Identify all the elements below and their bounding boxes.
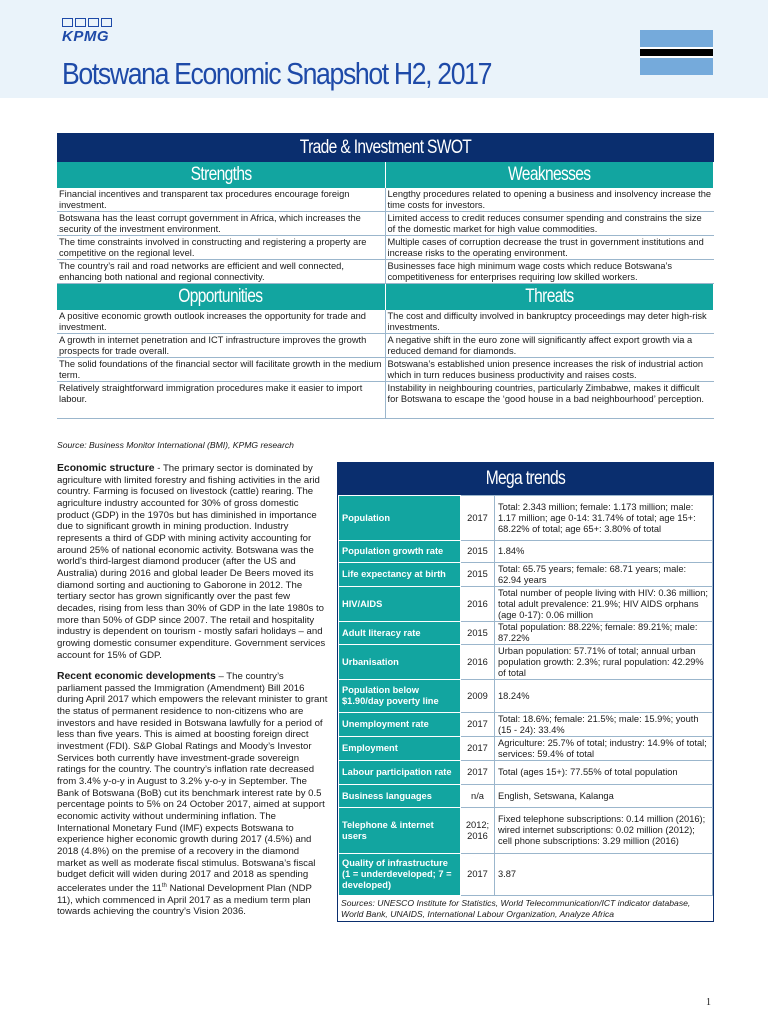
mega-trend-row (339, 808, 713, 854)
swot-row (57, 310, 714, 334)
economic-structure-heading: Economic structure (57, 463, 155, 474)
mega-trend-label: Labour participation rate (339, 761, 461, 785)
mega-trend-value: 18.24% (495, 680, 713, 713)
strengths-header: Strengths (57, 162, 386, 188)
mega-trend-label: Unemployment rate (339, 713, 461, 737)
mega-trend-row (339, 587, 713, 622)
swot-title: Trade & Investment SWOT (57, 133, 714, 162)
mega-trend-value: Total number of people living with HIV: 0.36 million; total adult prevalence: 21.9%; HIV AIDS orphans (age 0-17): 0.06 million (495, 587, 713, 622)
mega-trend-value: Total: 65.75 years; female: 68.71 years; male: 62.94 years (495, 563, 713, 587)
mega-trend-value: 1.84% (495, 541, 713, 563)
economic-structure-paragraph (57, 463, 329, 661)
threats-header: Threats (386, 284, 715, 310)
mega-trend-row (339, 645, 713, 680)
mega-trend-value: Total (ages 15+): 77.55% of total population (495, 761, 713, 785)
mega-trend-label: Business languages (339, 785, 461, 808)
mega-trend-value: Agriculture: 25.7% of total; industry: 14.9% of total; services: 59.4% of total (495, 737, 713, 761)
swot-table (57, 133, 714, 419)
page-number: 1 (706, 997, 711, 1008)
recent-developments-paragraph (57, 671, 329, 918)
swot-cell: Financial incentives and transparent tax procedures encourage foreign investment. (57, 188, 386, 211)
swot-row (57, 212, 714, 236)
swot-head-top (57, 162, 714, 188)
swot-cell: A negative shift in the euro zone will significantly affect export growth via a reduced demand for diamonds. (387, 335, 693, 357)
opportunities-header: Opportunities (57, 284, 386, 310)
mega-trend-row (339, 541, 713, 563)
mega-trends-table (338, 495, 713, 896)
mega-trend-year: 2017 (461, 713, 495, 737)
left-column (57, 463, 329, 928)
mega-trend-label: Population below $1.90/day poverty line (339, 680, 461, 713)
mega-trend-value: Urban population: 57.71% of total; annual urban population growth: 2.3%; rural population: 42.29% of total (495, 645, 713, 680)
mega-trend-row (339, 622, 713, 645)
mega-trend-year: 2015 (461, 563, 495, 587)
mega-trend-label: Telephone & internet users (339, 808, 461, 854)
swot-cell: Businesses face high minimum wage costs which reduce Botswana’s competitiveness for enterprises requiring low skilled workers. (387, 261, 673, 283)
mega-trend-label: Employment (339, 737, 461, 761)
swot-row (57, 188, 714, 212)
swot-source: Source: Business Monitor International (BMI), KPMG research (57, 440, 294, 450)
mega-trend-year: 2015 (461, 541, 495, 563)
swot-cell: The country’s rail and road networks are efficient and well connected, enhancing both national and regional connectivity. (57, 260, 386, 283)
swot-cell: A growth in internet penetration and ICT infrastructure improves the growth prospects for trade overall. (57, 334, 386, 357)
mega-trend-row (339, 761, 713, 785)
mega-trend-label: Population growth rate (339, 541, 461, 563)
swot-cell: Multiple cases of corruption decrease the trust in government institutions and increase risks to the operating environment. (387, 237, 704, 259)
recent-developments-text: – The country’s parliament passed the Immigration (Amendment) Bill 2016 during April 2017 which empowers the relevant minister to grant the status of permanent residence to non-citizens who are investors and have resided in Botswana lawfully for a period of less than five years. This is aimed at boosting foreign direct investment (FDI). S&P Global Ratings and Moody’s Investor Services both currently have investment-grade sovereign ratings for the country. The country’s inflation rate decreased from 3.4% y-o-y in August to 3.2% y-o-y in September. The Bank of Botswana (BoB) cut its benchmark interest rate by 0.5 percentage points to 5% on 24 October 2017, aimed at support economic activity without undermining inflation. The International Monetary Fund (IMF) expects Botswana to experience higher economic growth during 2017 (4.5%) and 2018 (4.8%) on the premise of a recovery in the diamond market as well as moderate fiscal stimulus. Botswana’s fiscal budget deficit will widen during 2017 and 2018 as spending accelerates under the 11 (57, 671, 328, 895)
mega-trend-value: Total: 18.6%; female: 21.5%; male: 15.9%; youth (15 - 24): 33.4% (495, 713, 713, 737)
kpmg-logo (62, 18, 126, 48)
mega-trends-title: Mega trends (338, 463, 713, 495)
mega-trend-label: HIV/AIDS (339, 587, 461, 622)
swot-row (57, 334, 714, 358)
swot-cell: The solid foundations of the financial sector will facilitate growth in the medium term. (57, 358, 386, 381)
mega-trend-value: 3.87 (495, 854, 713, 896)
mega-trend-label: Quality of infrastructure (1 = underdeveloped; 7 = developed) (339, 854, 461, 896)
swot-row (57, 236, 714, 260)
mega-trend-value: Fixed telephone subscriptions: 0.14 million (2016); wired internet subscriptions: 0.02 million (2012); cell phone subscriptions: 3.29 million (2016) (495, 808, 713, 854)
mega-trend-value: English, Setswana, Kalanga (495, 785, 713, 808)
superscript-th: th (161, 882, 167, 889)
mega-trend-value: Total: 2.343 million; female: 1.173 million; male: 1.17 million; age 0-14: 31.74% of total; age 15+: 68.22% of total; age 65+: 3.80% of total (495, 496, 713, 541)
mega-trend-year: 2017 (461, 854, 495, 896)
mega-trend-row (339, 496, 713, 541)
mega-trend-row (339, 854, 713, 896)
swot-cell: The cost and difficulty involved in bankruptcy proceedings may deter high-risk investments. (387, 311, 707, 333)
swot-row (57, 358, 714, 382)
swot-cell: Botswana has the least corrupt government in Africa, which increases the security of the investment environment. (57, 212, 386, 235)
swot-cell: The time constraints involved in constructing and registering a property are competitive on the regional level. (57, 236, 386, 259)
mega-trend-label: Life expectancy at birth (339, 563, 461, 587)
economic-structure-text: - The primary sector is dominated by agriculture with limited forestry and fishing activities in the arid country. Farming is focused on livestock (cattle) rearing. The agriculture industry accounted for 30% of gross domestic product (GDP) in the 1970s but has diminished in importance due to significant growth in mining production. Industry represents a third of GDP with mining activity accounting for around 25% of national economic activity. Botswana was the world’s third-largest diamond producer (after the US and Australia) during 2016 and global leader De Beers moved its diamond sorting and auctioning to Gaborone in 2012. The tertiary sector has grown significantly over the past few decades, rising from less than 30% of GDP in the late 1980s to more than 50% of GDP since 2007. The retail and hospitality industry is dependent on tourism - mostly safari holidays – and growing domestic consumer expenditure. Government services account for 15% of GDP. (57, 463, 326, 661)
mega-trend-year: 2017 (461, 496, 495, 541)
mega-trend-row (339, 785, 713, 808)
mega-trend-row (339, 563, 713, 587)
mega-trend-year: 2017 (461, 737, 495, 761)
swot-head-bottom (57, 284, 714, 310)
mega-trend-value: Total population: 88.22%; female: 89.21%; male: 87.22% (495, 622, 713, 645)
swot-cell: A positive economic growth outlook increases the opportunity for trade and investment. (57, 310, 386, 333)
swot-cell: Lengthy procedures related to opening a business and insolvency increase the time costs for investors. (387, 189, 712, 211)
logo-boxes-icon (62, 18, 126, 27)
swot-cell: Botswana’s established union presence increases the risk of industrial action which in turn reduces business productivity and raises costs. (387, 359, 704, 381)
mega-trend-year: 2017 (461, 761, 495, 785)
mega-trends-box (337, 462, 714, 922)
recent-developments-text-2: National Development Plan (NDP 11), which commenced in April 2017 as a medium term plan towards achieving the country’s Vision 2036. (57, 883, 312, 918)
weaknesses-header: Weaknesses (386, 162, 715, 188)
mega-trend-year: 2009 (461, 680, 495, 713)
mega-trend-label: Adult literacy rate (339, 622, 461, 645)
logo-text: KPMG (62, 28, 109, 45)
mega-trend-year: 2012; 2016 (461, 808, 495, 854)
page-title: Botswana Economic Snapshot H2, 2017 (62, 56, 492, 91)
swot-cell: Instability in neighbouring countries, particularly Zimbabwe, makes it difficult for Botswana to escape the ‘good house in a bad neighbourhood’ perception. (387, 383, 704, 405)
swot-row (57, 382, 714, 419)
recent-developments-heading: Recent economic developments (57, 671, 216, 683)
mega-trend-year: 2016 (461, 587, 495, 622)
mega-trend-row (339, 713, 713, 737)
mega-trend-row (339, 737, 713, 761)
mega-trend-year: n/a (461, 785, 495, 808)
botswana-flag-icon (640, 30, 713, 75)
mega-trends-source: Sources: UNESCO Institute for Statistics, World Telecommunication/ICT indicator database, World Bank, UNAIDS, International Labour Organization, Analyze Africa (341, 898, 691, 919)
swot-cell: Relatively straightforward immigration procedures make it easier to import labour. (57, 382, 386, 418)
mega-trend-year: 2015 (461, 622, 495, 645)
mega-trend-label: Urbanisation (339, 645, 461, 680)
swot-cell: Limited access to credit reduces consumer spending and constrains the size of the domestic market for high value commodities. (387, 213, 702, 235)
swot-row (57, 260, 714, 284)
mega-trend-label: Population (339, 496, 461, 541)
mega-trend-year: 2016 (461, 645, 495, 680)
mega-trend-row (339, 680, 713, 713)
